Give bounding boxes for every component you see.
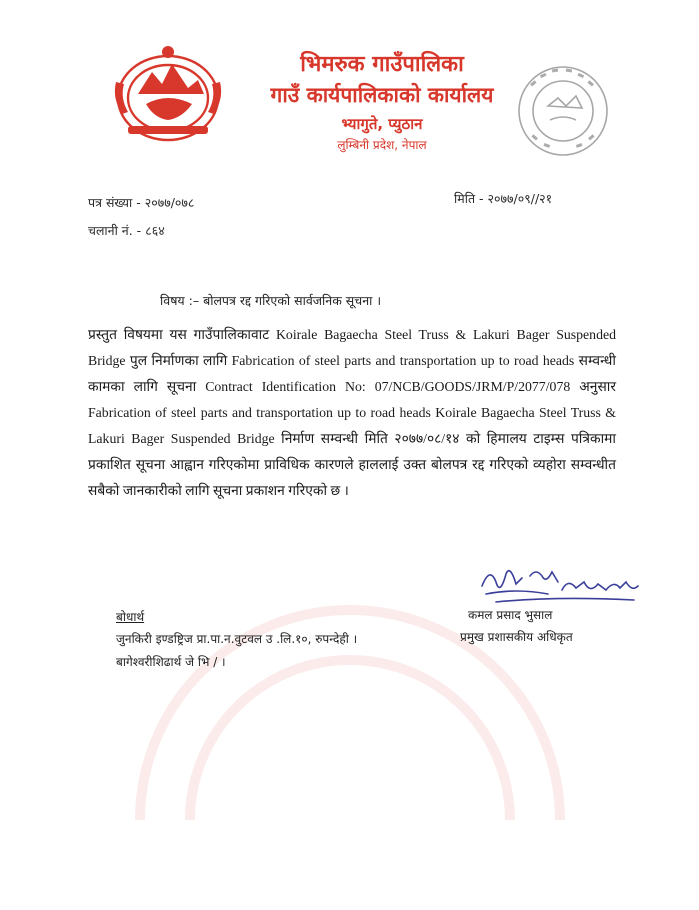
province-country: लुम्बिनी प्रदेश, नेपाल bbox=[337, 138, 427, 152]
cc-item: बागेश्वरीशिढार्थ जे भि / । bbox=[116, 655, 226, 669]
cc-item: जुनकिरी इण्डष्ट्रिज प्रा.पा.न.वुटवल उ .लि.१०, रुपन्देही । bbox=[116, 632, 358, 646]
nepal-emblem-icon bbox=[108, 42, 228, 147]
letter-number bbox=[88, 194, 194, 211]
office-stamp-seal bbox=[514, 62, 612, 160]
subject-line: विषय :– बोलपत्र रद्द गरिएको सार्वजनिक सूचना । bbox=[160, 293, 382, 308]
dispatch-number-label: चलानी नं. - bbox=[88, 223, 142, 238]
signatory-name: कमल प्रसाद भुसाल bbox=[468, 608, 553, 622]
date-value: २०७७/०९//२१ bbox=[487, 191, 553, 206]
cc-label: बोधार्थ bbox=[116, 610, 145, 624]
notice-body: प्रस्तुत विषयमा यस गाउँपालिकावाट Koirale Bagaecha Steel Truss & Lakuri Bager Suspended Bridge पुल निर्माणका लागि Fabrication of steel parts and transportation up to road heads सम्वन्धी कामका लागि सूचना Contract Identification No: 07/NCB/GOODS/JRM/P/2077/078 अनुसार Fabrication of steel parts and transportation up to road heads Koirale Bagaecha Steel Truss & Lakuri Bager Suspended Bridge निर्माण सम्वन्धी मिति २०७७/०८/१४ को हिमालय टाइम्स पत्रिकामा प्रकाशित सूचना आह्वान गरिएकोमा प्राविधिक कारणले हाललाई उक्त बोलपत्र रद्द गरिएको व्यहोरा सम्वन्धीत सबैको जानकारीको लागि सूचना प्रकाशन गरिएको छ । bbox=[88, 327, 616, 498]
office-address: भ्यागुते, प्युठान bbox=[341, 115, 423, 133]
dispatch-number-value: ८६४ bbox=[145, 223, 165, 238]
handwritten-signature bbox=[476, 560, 646, 612]
letter-number-value: २०७७/०७८ bbox=[144, 195, 195, 210]
letter-number-label: पत्र संख्या - bbox=[88, 195, 141, 210]
office-name: गाउँ कार्यपालिकाको कार्यालय bbox=[270, 83, 494, 107]
letterhead bbox=[232, 50, 532, 154]
date-label: मिति - bbox=[454, 191, 484, 206]
dispatch-number bbox=[88, 222, 165, 239]
letter-date bbox=[454, 190, 552, 207]
municipality-name: भिमरुक गाउँपालिका bbox=[300, 52, 464, 77]
signatory-title: प्रमुख प्रशासकीय अधिकृत bbox=[460, 630, 573, 644]
